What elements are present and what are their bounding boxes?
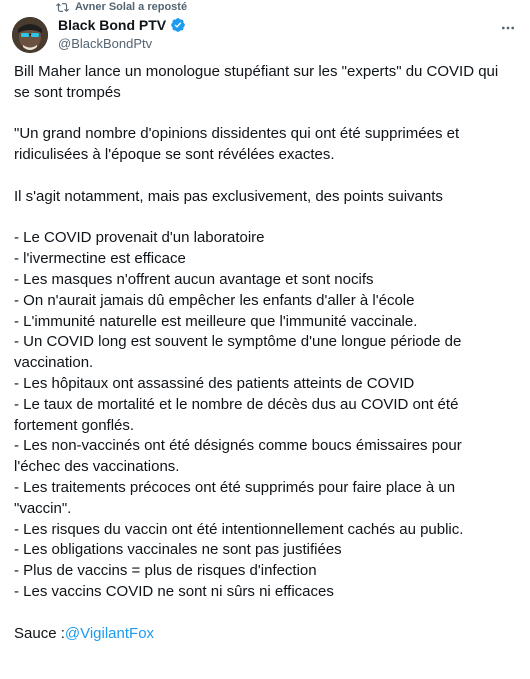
point-line: - Les hôpitaux ont assassiné des patients atteints de COVID [14, 374, 415, 392]
verified-badge-icon [170, 17, 186, 33]
point-line: l'échec des vaccinations. [14, 458, 180, 476]
point-line: - L'immunité naturelle est meilleure que l'immunité vaccinale. [14, 312, 418, 330]
quote-line: "Un grand nombre d'opinions dissidentes qui ont été supprimées et [14, 125, 460, 143]
point-line: vaccination. [14, 354, 94, 372]
display-name[interactable]: Black Bond PTV [58, 17, 167, 33]
point-line: - Le taux de mortalité et le nombre de décès dus au COVID ont été [14, 395, 459, 413]
avatar[interactable] [12, 17, 48, 53]
source-mention-link[interactable]: @VigilantFox [64, 624, 155, 642]
name-row [58, 16, 186, 34]
avatar-image [12, 17, 48, 53]
point-line: - Les obligations vaccinales ne sont pas justifiées [14, 541, 342, 559]
point-line: - Les vaccins COVID ne sont ni sûrs ni efficaces [14, 582, 334, 600]
point-line: - On n'aurait jamais dû empêcher les enfants d'aller à l'école [14, 291, 415, 309]
point-line: - Un COVID long est souvent le symptôme d'une longue période de [14, 333, 462, 351]
point-line: "vaccin". [14, 499, 72, 517]
point-line: - Les risques du vaccin ont été intentionnellement cachés au public. [14, 520, 464, 538]
more-icon [500, 20, 516, 36]
point-line: - Les masques n'offrent aucun avantage et sont nocifs [14, 270, 374, 288]
point-line: - Plus de vaccins = plus de risques d'infection [14, 562, 317, 580]
point-line: fortement gonflés. [14, 416, 135, 434]
author-block[interactable] [58, 16, 186, 53]
repost-icon [56, 1, 69, 14]
point-line: - l'ivermectine est efficace [14, 250, 186, 268]
tweet-text [14, 62, 520, 644]
more-options-button[interactable] [498, 18, 518, 38]
intro-line: Il s'agit notamment, mais pas exclusivement, des points suivants [14, 187, 443, 205]
repost-label: Avner Solal a reposté [75, 1, 188, 13]
text-line: se sont trompés [14, 83, 121, 101]
point-line: - Les non-vaccinés ont été désignés comme boucs émissaires pour [14, 437, 462, 455]
quote-line: ridiculisées à l'époque se sont révélées exactes. [14, 146, 335, 164]
source-label: Sauce : [14, 624, 65, 642]
handle[interactable]: @BlackBondPtv [58, 36, 153, 51]
point-line: - Les traitements précoces ont été supprimés pour faire place à un [14, 478, 456, 496]
repost-header[interactable] [56, 0, 187, 14]
source-line [14, 624, 520, 645]
point-line: - Le COVID provenait d'un laboratoire [14, 229, 265, 247]
text-line: Bill Maher lance un monologue stupéfiant sur les "experts" du COVID qui [14, 63, 499, 80]
